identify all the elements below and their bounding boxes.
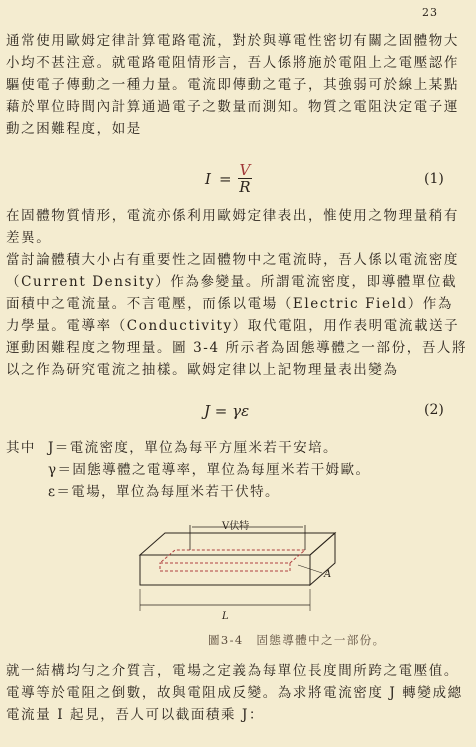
figure-caption: 圖3-4 固態導體中之一部份。	[208, 633, 386, 647]
definitions-lead: 其中	[6, 440, 36, 456]
eq2-number: (2)	[424, 402, 444, 418]
eq1-fraction	[238, 162, 253, 195]
solid-conductor-figure	[130, 515, 360, 625]
slab-front-face	[140, 555, 310, 585]
slab-right-face	[310, 533, 335, 585]
eq1-lhs: I	[205, 169, 211, 188]
paragraph-1: 通常使用歐姆定律計算電路電流，對於與導電性密切有關之固體物大小均不甚注意。就電路電阻情形言，吾人係將施於電阻上之電壓認作驅使電子傳動之一種力量。電流即傳動之電子，其強弱可於線上某點藉於單位時間內計算通過電子之數量而測知。物質之電阻決定電子運動之困難程度，如是	[6, 33, 459, 137]
equation-2: J = γε	[204, 402, 250, 420]
definition-row	[6, 437, 370, 459]
eq1-denominator: R	[239, 178, 251, 196]
slab-top-face	[140, 533, 335, 555]
cross-section-a	[160, 550, 305, 563]
paragraph-3: 當討論體積大小占有重要性之固體物中之電流時，吾人係以電流密度（Current Density）作為參變量。所謂電流密度，即導體單位截面積中之電流量。不言電壓，而係以電場（Electric Field）作為力學量。電導率（Conductivity）取代電阻，用作表明電流載送子運動困難程度之物理量。圖 3-4 所示者為固態導體之一部份，吾人將以之作為研究電流之抽樣。歐姆定律以上記物理量表出變為	[6, 252, 468, 378]
definition-gamma: γ＝固態導體之電導率，單位為每厘米若干姆歐。	[48, 462, 371, 478]
definition-row	[6, 481, 370, 503]
eq1-equals: =	[218, 169, 232, 188]
cross-section-a-band	[160, 563, 290, 571]
eq1-number: (1)	[424, 171, 444, 187]
page-number: 23	[422, 6, 438, 19]
length-label: L	[222, 611, 229, 622]
paragraph-2: 在固體物質情形，電流亦係利用歐姆定律表出，惟使用之物理量稍有差異。	[6, 208, 459, 246]
definition-epsilon: ε＝電場，單位為每厘米若干伏特。	[48, 484, 280, 500]
equation-1	[205, 162, 252, 195]
voltage-label: V伏特	[222, 521, 250, 532]
definition-row	[6, 459, 370, 481]
eq1-numerator: V	[239, 161, 251, 179]
definitions	[6, 437, 370, 503]
paragraph-4: 就一結構均勻之介質言，電場之定義為每單位長度間所跨之電壓值。電導等於電阻之倒數，故與電阻成反變。為求將電流密度 J 轉變成總電流量 I 起見，吾人可以截面積乘 J：	[6, 663, 463, 723]
area-label: A	[324, 569, 332, 580]
definition-j: J＝電流密度，單位為每平方厘米若干安培。	[48, 440, 338, 456]
